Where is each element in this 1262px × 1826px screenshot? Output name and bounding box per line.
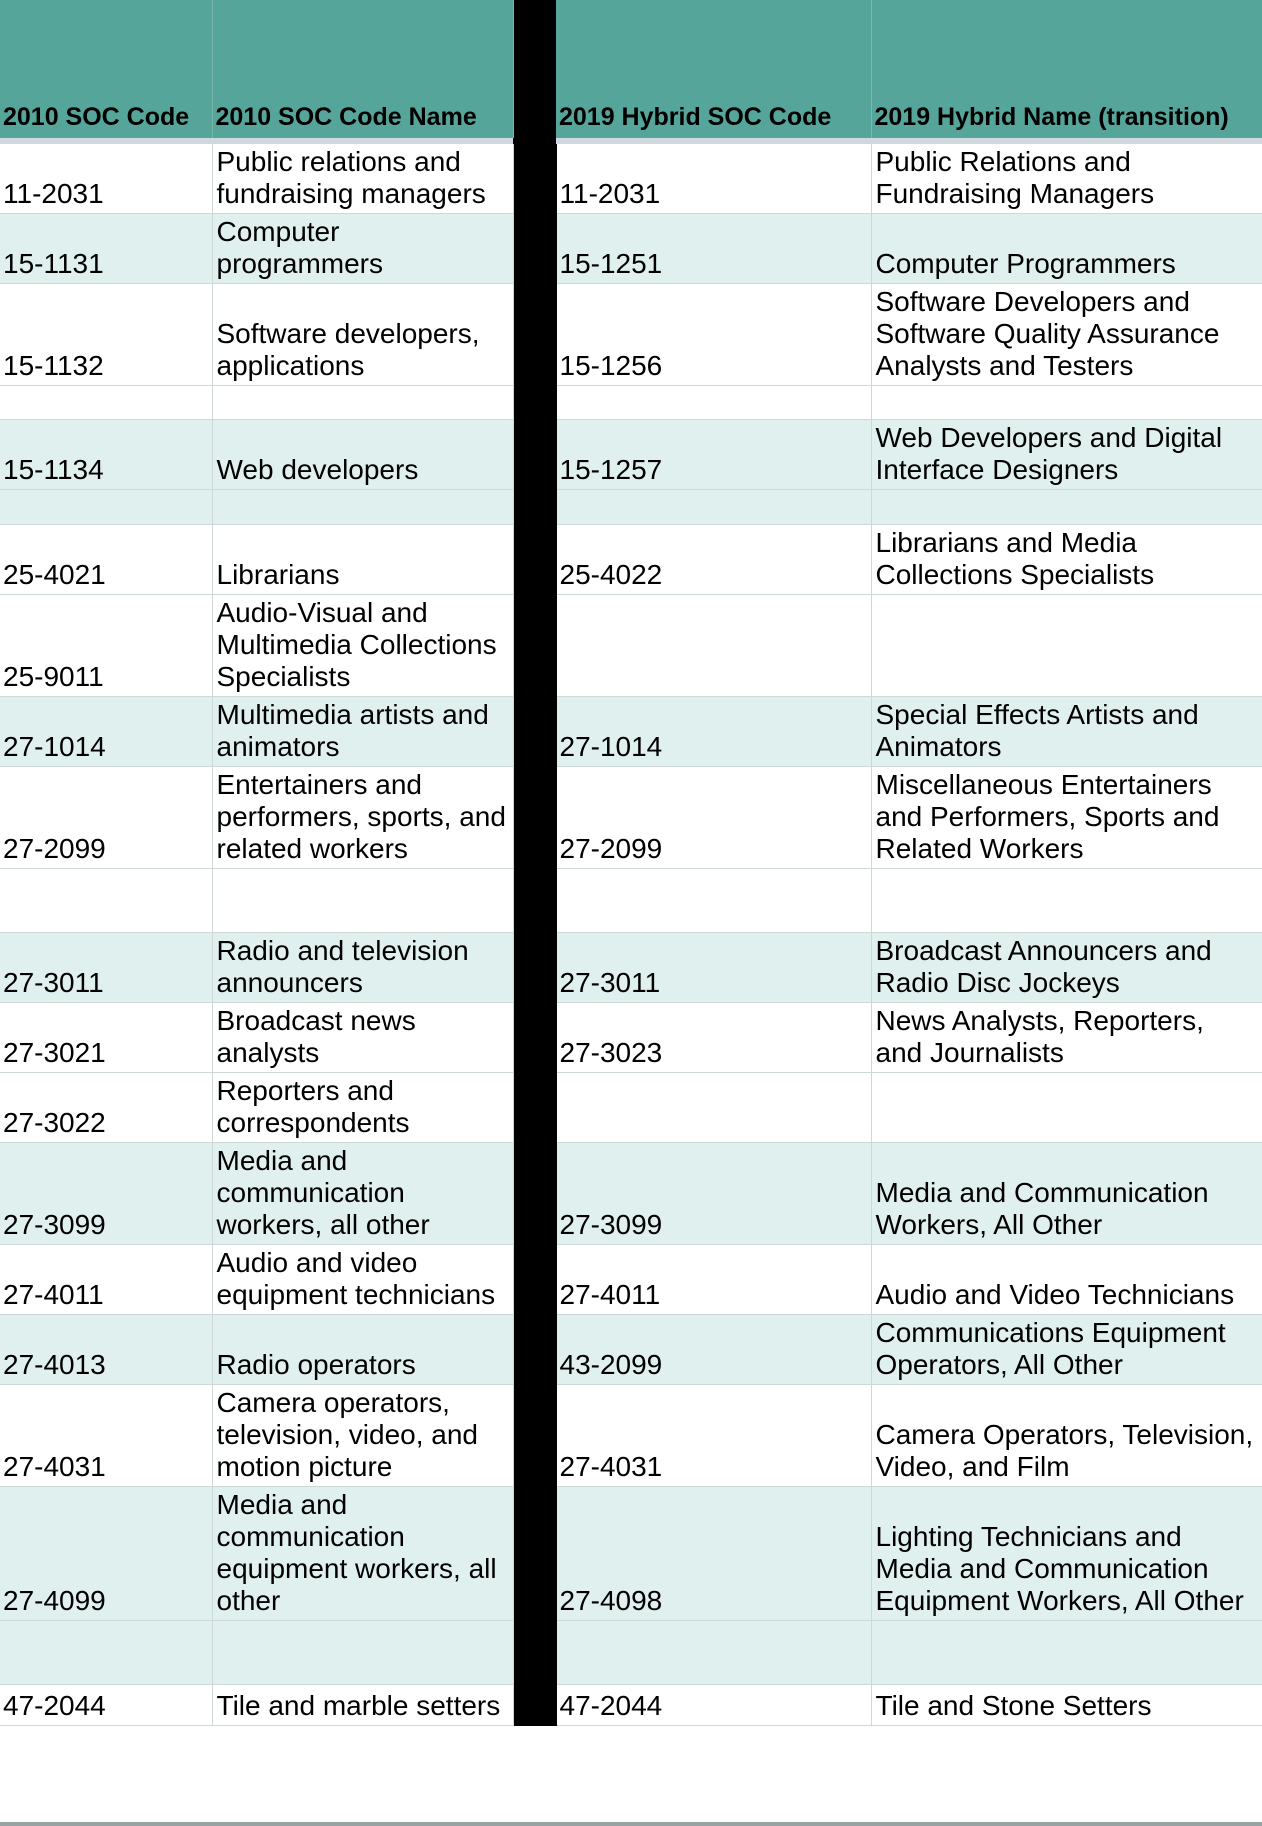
cell-2010-soc-code[interactable]: 27-4013 — [0, 1315, 212, 1385]
cell-2019-hybrid-code[interactable]: 27-1014 — [556, 697, 871, 767]
table-row — [0, 284, 1262, 386]
cell-2010-soc-code[interactable]: 27-2099 — [0, 767, 212, 869]
cell-2010-soc-code[interactable]: 47-2044 — [0, 1685, 212, 1726]
cell-2010-soc-code[interactable]: 25-9011 — [0, 595, 212, 697]
separator-column-cell — [513, 214, 556, 284]
table-row — [0, 1315, 1262, 1385]
cell-2019-hybrid-code[interactable]: 15-1257 — [556, 420, 871, 490]
cell-2010-soc-code[interactable]: 27-4031 — [0, 1385, 212, 1487]
cell-2019-hybrid-name[interactable]: Tile and Stone Setters — [871, 1685, 1262, 1726]
table-row — [0, 420, 1262, 490]
cell-2019-hybrid-code[interactable]: 43-2099 — [556, 1315, 871, 1385]
cell-2019-hybrid-name[interactable]: Lighting Technicians and Media and Communication Equipment Workers, All Other — [871, 1487, 1262, 1621]
separator-column-cell — [513, 595, 556, 697]
cell-2019-hybrid-name[interactable] — [871, 1073, 1262, 1143]
cell-2010-soc-code[interactable]: 15-1131 — [0, 214, 212, 284]
cell-2019-hybrid-name[interactable] — [871, 1621, 1262, 1685]
cell-2019-hybrid-code[interactable]: 25-4022 — [556, 525, 871, 595]
table-row — [0, 1685, 1262, 1726]
separator-column-cell — [513, 697, 556, 767]
separator-column-cell — [513, 386, 556, 420]
separator-column-cell — [513, 869, 556, 933]
cell-2019-hybrid-code[interactable] — [556, 490, 871, 525]
cell-2010-soc-name[interactable] — [212, 1621, 513, 1685]
cell-2019-hybrid-code[interactable]: 27-3099 — [556, 1143, 871, 1245]
separator-column-cell — [513, 1143, 556, 1245]
separator-column-cell — [513, 525, 556, 595]
cell-2019-hybrid-name[interactable]: Camera Operators, Television, Video, and Film — [871, 1385, 1262, 1487]
cell-2019-hybrid-code[interactable] — [556, 1073, 871, 1143]
separator-column-cell — [513, 1487, 556, 1621]
cell-2010-soc-name[interactable]: Audio and video equipment technicians — [212, 1245, 513, 1315]
cell-2010-soc-code[interactable]: 27-1014 — [0, 697, 212, 767]
cell-2019-hybrid-name[interactable]: Communications Equipment Operators, All Other — [871, 1315, 1262, 1385]
separator-column-cell — [513, 144, 556, 214]
table-row — [0, 1143, 1262, 1245]
cell-2010-soc-code[interactable]: 27-4011 — [0, 1245, 212, 1315]
table-row — [0, 525, 1262, 595]
table-row — [0, 1073, 1262, 1143]
table-row — [0, 490, 1262, 525]
cell-2019-hybrid-name[interactable]: Librarians and Media Collections Specialists — [871, 525, 1262, 595]
cell-2010-soc-name[interactable]: Entertainers and performers, sports, and related workers — [212, 767, 513, 869]
table-row — [0, 933, 1262, 1003]
cell-2010-soc-name[interactable]: Camera operators, television, video, and motion picture — [212, 1385, 513, 1487]
cell-2010-soc-name[interactable]: Radio and television announcers — [212, 933, 513, 1003]
table-row — [0, 386, 1262, 420]
cell-2019-hybrid-name[interactable] — [871, 490, 1262, 525]
header-2010-soc-name[interactable]: 2010 SOC Code Name — [212, 0, 513, 138]
separator-column-cell — [513, 1685, 556, 1726]
cell-2019-hybrid-code[interactable]: 27-3011 — [556, 933, 871, 1003]
cell-2010-soc-name[interactable]: Tile and marble setters — [212, 1685, 513, 1726]
cell-2019-hybrid-code[interactable] — [556, 386, 871, 420]
cell-2019-hybrid-code[interactable] — [556, 1621, 871, 1685]
cell-2019-hybrid-name[interactable]: Special Effects Artists and Animators — [871, 697, 1262, 767]
cell-2019-hybrid-name[interactable]: Broadcast Announcers and Radio Disc Jockeys — [871, 933, 1262, 1003]
table-row — [0, 1385, 1262, 1487]
cell-2010-soc-name[interactable]: Media and communication equipment workers, all other — [212, 1487, 513, 1621]
cell-2019-hybrid-code[interactable]: 27-4011 — [556, 1245, 871, 1315]
cell-2010-soc-name[interactable]: Librarians — [212, 525, 513, 595]
separator-column-cell — [513, 1003, 556, 1073]
cell-2019-hybrid-name[interactable]: Software Developers and Software Quality Assurance Analysts and Testers — [871, 284, 1262, 386]
cell-2019-hybrid-code[interactable]: 27-3023 — [556, 1003, 871, 1073]
table-row — [0, 767, 1262, 869]
cell-2010-soc-name[interactable]: Audio-Visual and Multimedia Collections Specialists — [212, 595, 513, 697]
cell-2019-hybrid-name[interactable] — [871, 869, 1262, 933]
table-row — [0, 1621, 1262, 1685]
header-row — [0, 0, 1262, 138]
separator-column-cell — [513, 933, 556, 1003]
table-row — [0, 1003, 1262, 1073]
cell-2010-soc-code[interactable]: 27-3099 — [0, 1143, 212, 1245]
table-row — [0, 1245, 1262, 1315]
table-row — [0, 214, 1262, 284]
header-2010-soc-code[interactable]: 2010 SOC Code — [0, 0, 212, 138]
cell-2010-soc-name[interactable]: Radio operators — [212, 1315, 513, 1385]
cell-2010-soc-code[interactable]: 25-4021 — [0, 525, 212, 595]
separator-column-cell — [513, 1621, 556, 1685]
cell-2010-soc-code[interactable] — [0, 386, 212, 420]
cell-2010-soc-name[interactable]: Web developers — [212, 420, 513, 490]
cell-2010-soc-name[interactable]: Broadcast news analysts — [212, 1003, 513, 1073]
cell-2010-soc-code[interactable]: 27-4099 — [0, 1487, 212, 1621]
separator-column-header — [513, 0, 556, 138]
cell-2019-hybrid-code[interactable]: 15-1251 — [556, 214, 871, 284]
header-2019-hybrid-name[interactable]: 2019 Hybrid Name (transition) — [871, 0, 1262, 138]
cell-2019-hybrid-code[interactable]: 27-4031 — [556, 1385, 871, 1487]
cell-2010-soc-name[interactable]: Media and communication workers, all other — [212, 1143, 513, 1245]
separator-column-cell — [513, 767, 556, 869]
separator-column-cell — [513, 490, 556, 525]
cell-2019-hybrid-code[interactable]: 47-2044 — [556, 1685, 871, 1726]
cell-2019-hybrid-code[interactable]: 11-2031 — [556, 144, 871, 214]
cell-2019-hybrid-name[interactable]: Miscellaneous Entertainers and Performers, Sports and Related Workers — [871, 767, 1262, 869]
cell-2019-hybrid-name[interactable]: News Analysts, Reporters, and Journalists — [871, 1003, 1262, 1073]
cell-2010-soc-code[interactable]: 27-3011 — [0, 933, 212, 1003]
table-row — [0, 697, 1262, 767]
cell-2010-soc-code[interactable]: 27-3021 — [0, 1003, 212, 1073]
table-row — [0, 869, 1262, 933]
cell-2010-soc-code[interactable]: 15-1134 — [0, 420, 212, 490]
cell-2019-hybrid-code[interactable] — [556, 869, 871, 933]
separator-column-cell — [513, 284, 556, 386]
table-row — [0, 144, 1262, 214]
cell-2010-soc-name[interactable] — [212, 490, 513, 525]
cell-2019-hybrid-code[interactable] — [556, 595, 871, 697]
cell-2019-hybrid-code[interactable]: 15-1256 — [556, 284, 871, 386]
cell-2010-soc-code[interactable]: 27-3022 — [0, 1073, 212, 1143]
cell-2019-hybrid-name[interactable]: Audio and Video Technicians — [871, 1245, 1262, 1315]
bottom-divider — [0, 1822, 1262, 1826]
separator-column-cell — [513, 1073, 556, 1143]
cell-2010-soc-code[interactable]: 11-2031 — [0, 144, 212, 214]
cell-2010-soc-code[interactable] — [0, 1621, 212, 1685]
separator-column-cell — [513, 420, 556, 490]
cell-2010-soc-code[interactable]: 15-1132 — [0, 284, 212, 386]
cell-2019-hybrid-code[interactable]: 27-2099 — [556, 767, 871, 869]
cell-2019-hybrid-name[interactable]: Public Relations and Fundraising Managers — [871, 144, 1262, 214]
table-row — [0, 1487, 1262, 1621]
cell-2010-soc-name[interactable]: Public relations and fundraising managers — [212, 144, 513, 214]
cell-2019-hybrid-name[interactable]: Computer Programmers — [871, 214, 1262, 284]
table-row — [0, 595, 1262, 697]
cell-2010-soc-name[interactable]: Multimedia artists and animators — [212, 697, 513, 767]
separator-column-cell — [513, 1315, 556, 1385]
cell-2010-soc-name[interactable] — [212, 869, 513, 933]
cell-2019-hybrid-name[interactable] — [871, 386, 1262, 420]
cell-2010-soc-name[interactable] — [212, 386, 513, 420]
separator-column-cell — [513, 1245, 556, 1315]
cell-2010-soc-code[interactable] — [0, 490, 212, 525]
header-2019-hybrid-code[interactable]: 2019 Hybrid SOC Code — [556, 0, 871, 138]
cell-2019-hybrid-name[interactable]: Web Developers and Digital Interface Designers — [871, 420, 1262, 490]
cell-2019-hybrid-code[interactable]: 27-4098 — [556, 1487, 871, 1621]
cell-2010-soc-code[interactable] — [0, 869, 212, 933]
cell-2010-soc-name[interactable]: Computer programmers — [212, 214, 513, 284]
cell-2019-hybrid-name[interactable]: Media and Communication Workers, All Other — [871, 1143, 1262, 1245]
cell-2019-hybrid-name[interactable] — [871, 595, 1262, 697]
cell-2010-soc-name[interactable]: Software developers, applications — [212, 284, 513, 386]
separator-column-cell — [513, 1385, 556, 1487]
cell-2010-soc-name[interactable]: Reporters and correspondents — [212, 1073, 513, 1143]
